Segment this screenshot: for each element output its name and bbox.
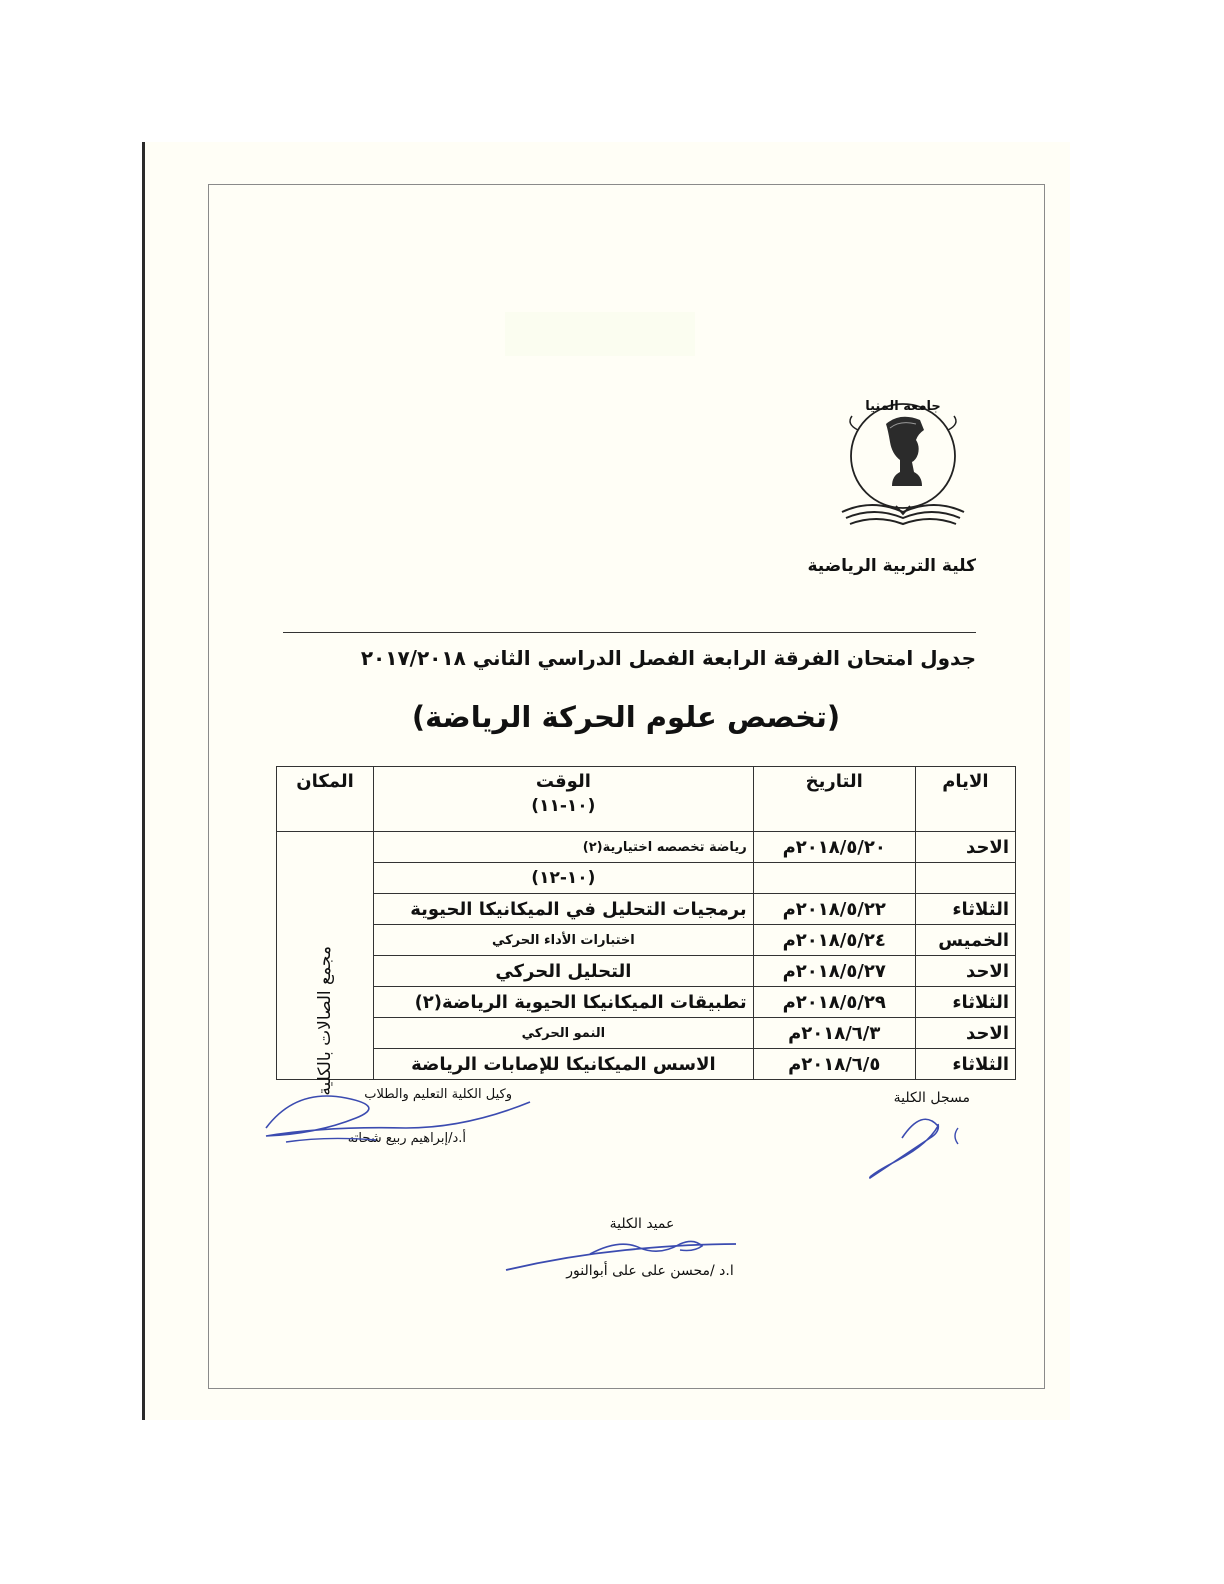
faint-stamp-area xyxy=(505,312,695,356)
header-date: التاريخ xyxy=(753,767,915,832)
day-cell: الاحد xyxy=(915,956,1015,987)
dean-title: عميد الكلية xyxy=(609,1216,675,1232)
subject-cell: برمجيات التحليل في الميكانيكا الحيوية xyxy=(374,894,754,925)
header-days: الايام xyxy=(915,767,1015,832)
header-time xyxy=(374,767,754,832)
day-cell: الاحد xyxy=(915,1018,1015,1049)
date-cell: ٢٠١٨/٦/٥م xyxy=(753,1049,915,1080)
place-value: مجمع الصالات بالكلية xyxy=(315,945,336,1096)
vice-dean-signature-icon xyxy=(256,1088,536,1158)
registrar-signature-icon xyxy=(862,1108,972,1180)
day-cell: الخميس xyxy=(915,925,1015,956)
exam-schedule-title: جدول امتحان الفرقة الرابعة الفصل الدراسي الثاني ٢٠١٧/٢٠١٨ xyxy=(360,646,976,670)
table-row xyxy=(277,1049,1016,1080)
subject-cell: اختبارات الأداء الحركي xyxy=(374,925,754,956)
table-row xyxy=(277,987,1016,1018)
header-place: المكان xyxy=(277,767,374,832)
time-slot-first: (١٠-١١) xyxy=(531,796,596,816)
time-slot-second: (١٠-١٢) xyxy=(374,863,754,894)
place-cell xyxy=(277,832,374,1096)
table-row xyxy=(277,956,1016,987)
day-cell: الثلاثاء xyxy=(915,987,1015,1018)
subject-cell: الاسس الميكانيكا للإصابات الرياضة xyxy=(374,1049,754,1080)
registrar-title: مسجل الكلية xyxy=(893,1090,970,1106)
table-row xyxy=(277,894,1016,925)
specialization-title: (تخصص علوم الحركة الرياضة) xyxy=(411,700,841,734)
subject-cell: النمو الحركي xyxy=(374,1018,754,1049)
date-cell: ٢٠١٨/٥/٢٢م xyxy=(753,894,915,925)
vice-dean-name: أ.د/إبراهيم ربيع شحاته xyxy=(347,1131,466,1146)
scan-edge xyxy=(142,142,145,1420)
table-row xyxy=(277,832,1016,863)
subject-cell: رياضة تخصصه اختيارية(٢) xyxy=(374,832,754,863)
subject-cell: تطبيقات الميكانيكا الحيوية الرياضة(٢) xyxy=(374,987,754,1018)
table-row xyxy=(277,1018,1016,1049)
header-divider xyxy=(283,632,976,633)
dean-name: ا.د /محسن على على أبوالنور xyxy=(566,1263,734,1279)
table-row xyxy=(277,925,1016,956)
time-slot-row xyxy=(277,863,1016,894)
table-header-row xyxy=(277,767,1016,832)
vice-dean-title: وكيل الكلية التعليم والطلاب xyxy=(364,1087,512,1102)
date-cell: ٢٠١٨/٥/٢٩م xyxy=(753,987,915,1018)
faculty-name: كلية التربية الرياضية xyxy=(807,556,976,576)
date-cell: ٢٠١٨/٥/٢٧م xyxy=(753,956,915,987)
day-cell: الثلاثاء xyxy=(915,1049,1015,1080)
date-cell: ٢٠١٨/٥/٢٠م xyxy=(753,832,915,863)
date-cell: ٢٠١٨/٦/٣م xyxy=(753,1018,915,1049)
university-logo-icon xyxy=(836,384,970,536)
day-cell: الثلاثاء xyxy=(915,894,1015,925)
header-time-label: الوقت xyxy=(535,771,591,792)
day-cell: الاحد xyxy=(915,832,1015,863)
logo-text: جامعة المنيا xyxy=(865,399,941,414)
subject-cell: التحليل الحركي xyxy=(374,956,754,987)
date-cell: ٢٠١٨/٥/٢٤م xyxy=(753,925,915,956)
